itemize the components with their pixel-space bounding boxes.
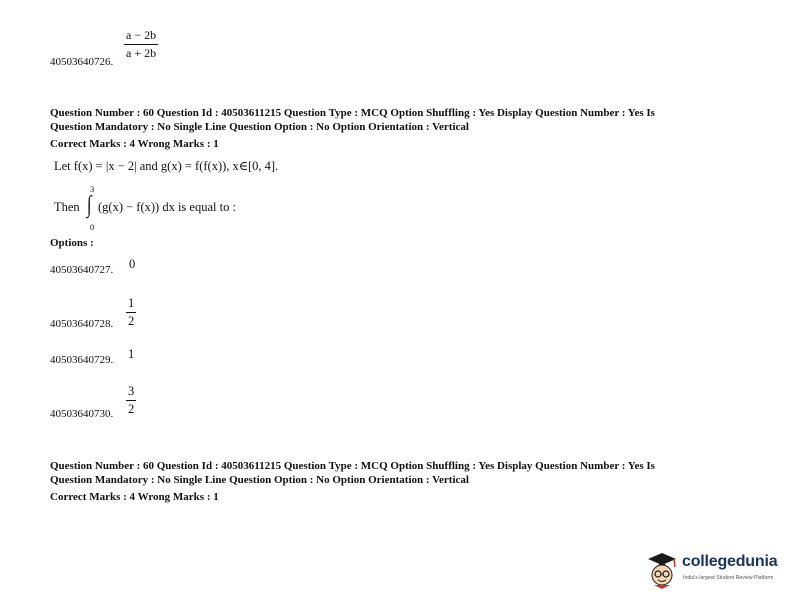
option-4-denominator: 2 (128, 402, 135, 416)
integral-sign: ∫ (86, 192, 92, 218)
options-label: Options : (50, 237, 94, 249)
prev-option-id: 40503640726. (50, 56, 114, 68)
option-id-3: 40503640729. (50, 354, 114, 366)
prev-option-fraction (124, 28, 158, 61)
student-mascot-icon (644, 551, 680, 591)
prev-option-denominator: a + 2b (126, 46, 157, 60)
option-4-numerator: 3 (128, 384, 135, 398)
next-question-header-line2: Question Mandatory : No Single Line Question Option : No Option Orientation : Vertical (50, 473, 469, 486)
fraction-bar (126, 400, 136, 401)
logo-tagline: India's largest Student Review Platform (683, 575, 774, 581)
collegedunia-logo (644, 551, 784, 591)
option-fraction-2 (126, 296, 136, 329)
prev-option-numerator: a − 2b (126, 28, 157, 42)
question-definition: Let f(x) = |x − 2| and g(x) = f(f(x)), x∈[0, 4]. (54, 159, 279, 173)
integral-upper-limit: 3 (90, 184, 95, 194)
next-question-marks: Correct Marks : 4 Wrong Marks : 1 (50, 491, 219, 503)
option-value-1: 0 (129, 257, 136, 271)
fraction-bar (126, 312, 136, 313)
option-2-denominator: 2 (128, 314, 135, 328)
question-marks: Correct Marks : 4 Wrong Marks : 1 (50, 138, 219, 150)
option-fraction-4 (126, 384, 136, 417)
option-id-4: 40503640730. (50, 408, 114, 420)
question-header-line1: Question Number : 60 Question Id : 40503611215 Question Type : MCQ Option Shuffling : Yes Display Question Number : Yes Is (50, 107, 655, 119)
integral-expression: (g(x) − f(x)) dx is equal to : (98, 200, 236, 214)
next-question-header (50, 460, 740, 487)
option-id-1: 40503640727. (50, 264, 114, 276)
question-header-line2: Question Mandatory : No Single Line Question Option : No Option Orientation : Vertical (50, 120, 469, 133)
option-id-2: 40503640728. (50, 318, 114, 330)
next-question-header-line1: Question Number : 60 Question Id : 40503611215 Question Type : MCQ Option Shuffling : Yes Display Question Number : Yes Is (50, 460, 655, 472)
logo-wordmark: collegedunia (682, 553, 778, 570)
question-header (50, 107, 740, 134)
option-value-3: 1 (128, 347, 135, 361)
question-text-line1 (54, 158, 278, 174)
fraction-bar (124, 44, 158, 45)
question-then-label: Then (54, 200, 80, 214)
integral-lower-limit: 0 (90, 222, 95, 232)
option-2-numerator: 1 (128, 296, 135, 310)
